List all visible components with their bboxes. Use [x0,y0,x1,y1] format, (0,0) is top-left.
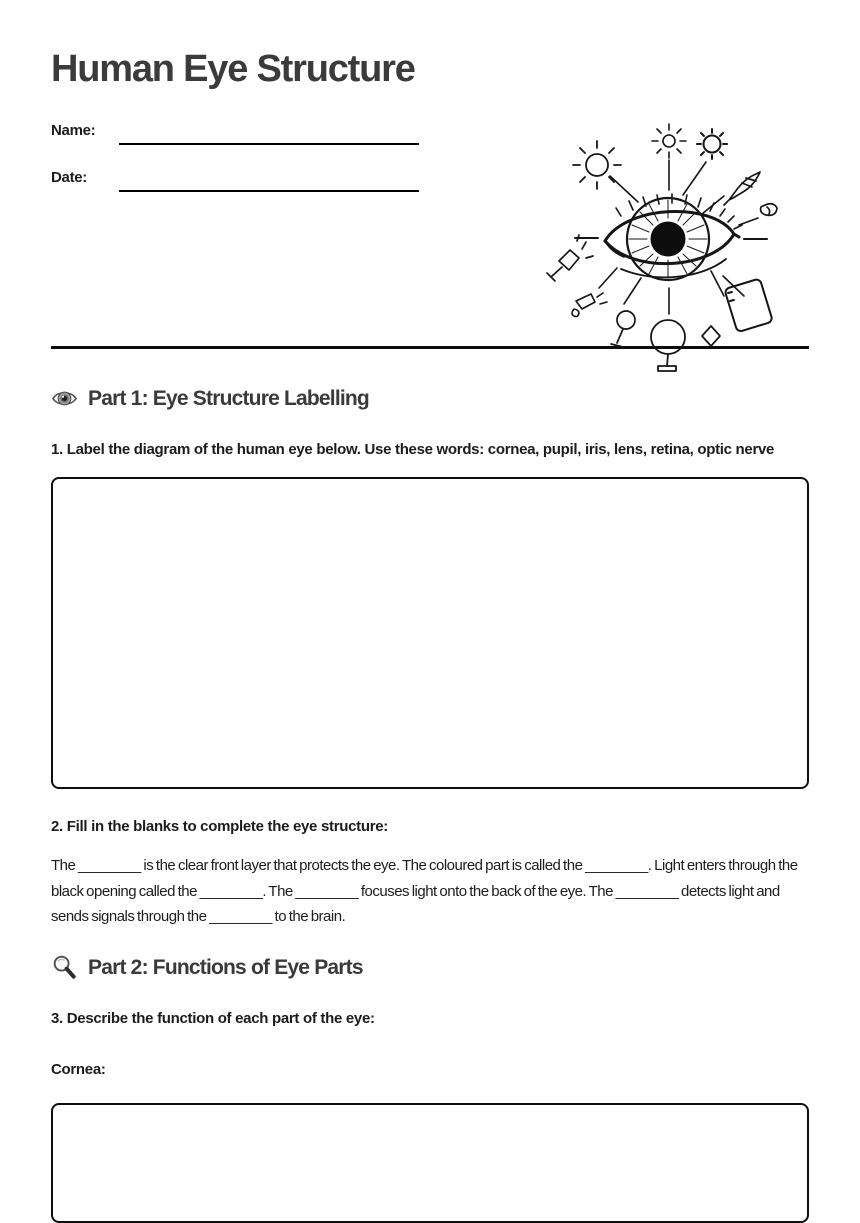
date-label: Date: [51,168,88,186]
part2-heading-label: Part 2: Functions of Eye Parts [88,955,363,979]
magnifier-icon [51,954,78,981]
name-field-line[interactable] [119,121,419,145]
question-3: 3. Describe the function of each part of the eye: [51,1010,375,1028]
name-label: Name: [51,121,96,139]
question-1: 1. Label the diagram of the human eye below. Use these words: cornea, pupil, iris, lens, retina, optic nerve [51,441,775,459]
worksheet-page [0,48,860,1223]
eye-icon [51,385,78,412]
page-title: Human Eye Structure [51,48,415,90]
fill-in-the-blanks-text: The ________ is the clear front layer that protects the eye. The coloured part is called the ________. Light enters through the black opening called the ________. The ________ focuses light onto the back of the eye. The ________ detects light and sends signals through the ________ to the brain. [51,857,798,926]
eye-doodle-illustration [520,108,820,378]
diagram-answer-box[interactable] [51,477,809,789]
cornea-answer-box[interactable] [51,1103,809,1223]
date-field-row [51,166,419,192]
date-field-line[interactable] [119,168,419,192]
question-2: 2. Fill in the blanks to complete the eye structure: [51,817,388,835]
part1-heading [51,385,809,412]
name-field-row [51,119,419,145]
part2-heading [51,954,809,981]
cornea-label: Cornea: [51,1060,106,1078]
part1-heading-label: Part 1: Eye Structure Labelling [88,387,369,411]
